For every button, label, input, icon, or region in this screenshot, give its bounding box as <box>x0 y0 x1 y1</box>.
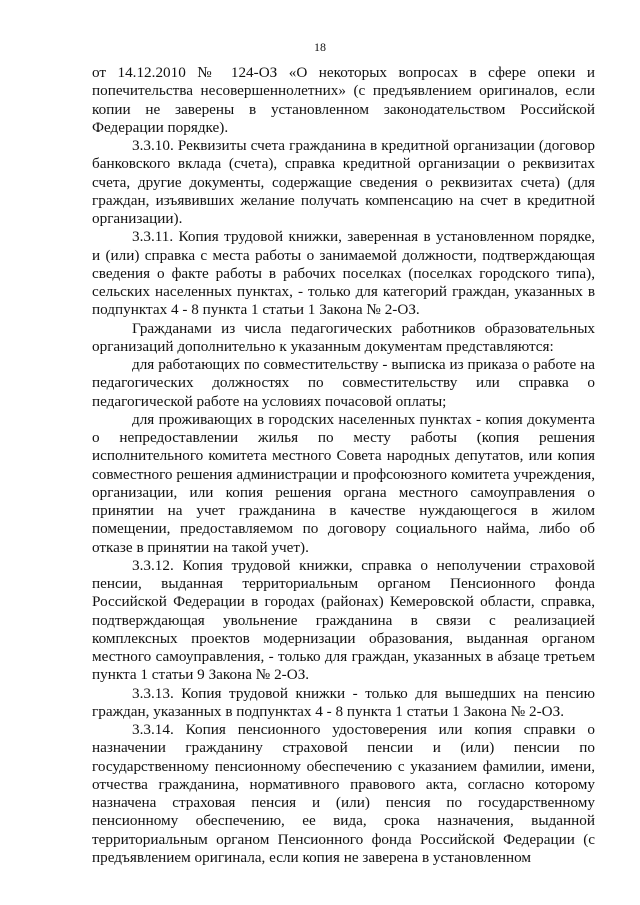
paragraph-3-3-14: 3.3.14. Копия пенсионного удостоверения или копия справки о назначении гражданину страховой пенсии и (или) пенсии по государственному пенсионному обеспечению с указанием фамилии, имени, отчества гражданина, нормативного правового акта, согласно которому назначена страховая пенсия и (или) пенсия по государственному пенсионному обеспечению, ее вида, срока назначения, выданной территориальным органом Пенсионного фонда Российской Федерации (с предъявлением оригинала, если копия не заверена в установленном <box>92 721 595 866</box>
paragraph-3-3-10: 3.3.10. Реквизиты счета гражданина в кредитной организации (договор банковского вклада (счета), справка кредитной организации о реквизитах счета, другие документы, содержащие сведения о реквизитах счета) (для граждан, изъявивших желание получать компенсацию на счет в кредитной организации). <box>92 137 595 227</box>
paragraph-3-3-12: 3.3.12. Копия трудовой книжки, справка о неполучении страховой пенсии, выданная территориальным органом Пенсионного фонда Российской Федерации в городах (районах) Кемеровской области, справка, подтверждающая увольнение гражданина в связи с реализацией комплексных проектов модернизации образования, выданная органом местного самоуправления, - только для граждан, указанных в абзаце третьем пункта 1 статьи 9 Закона № 2-ОЗ. <box>92 556 595 684</box>
document-body <box>92 64 595 867</box>
paragraph-3-3-11: 3.3.11. Копия трудовой книжки, заверенная в установленном порядке, и (или) справка с места работы о занимаемой должности, подтверждающая сведения о факте работы в рабочих поселках (поселках городского типа), сельских населенных пунктах, - только для категорий граждан, указанных в подпунктах 4 - 8 пункта 1 статьи 1 Закона № 2-ОЗ. <box>92 228 595 319</box>
paragraph-continuation: от 14.12.2010 № 124-ОЗ «О некоторых вопросах в сфере опеки и попечительства несовершеннолетних» (с предъявлением оригиналов, если копии не заверены в установленном законодательством Российской Федерации порядке). <box>92 64 595 136</box>
page-number: 18 <box>314 40 326 54</box>
paragraph-part-time: для работающих по совместительству - выписка из приказа о работе на педагогических должностях по совместительству или справка о педагогической работе на условиях почасовой оплаты; <box>92 356 595 410</box>
paragraph-pedagogical-intro: Гражданами из числа педагогических работников образовательных организаций дополнительно к указанным документам представляются: <box>92 319 595 355</box>
paragraph-3-3-13: 3.3.13. Копия трудовой книжки - только для вышедших на пенсию граждан, указанных в подпунктах 4 - 8 пункта 1 статьи 1 Закона № 2-ОЗ. <box>92 684 595 720</box>
paragraph-urban-residents: для проживающих в городских населенных пунктах - копия документа о непредоставлении жилья по месту работы (копия решения исполнительного комитета местного Совета народных депутатов, или копия совместного решения администрации и профсоюзного комитета учреждения, организации, или копия решения органа местного самоуправления о принятии на учет гражданина в качестве нуждающегося в жилом помещении, предоставляемом по договору социального найма, либо об отказе в принятии на такой учет). <box>92 410 595 556</box>
